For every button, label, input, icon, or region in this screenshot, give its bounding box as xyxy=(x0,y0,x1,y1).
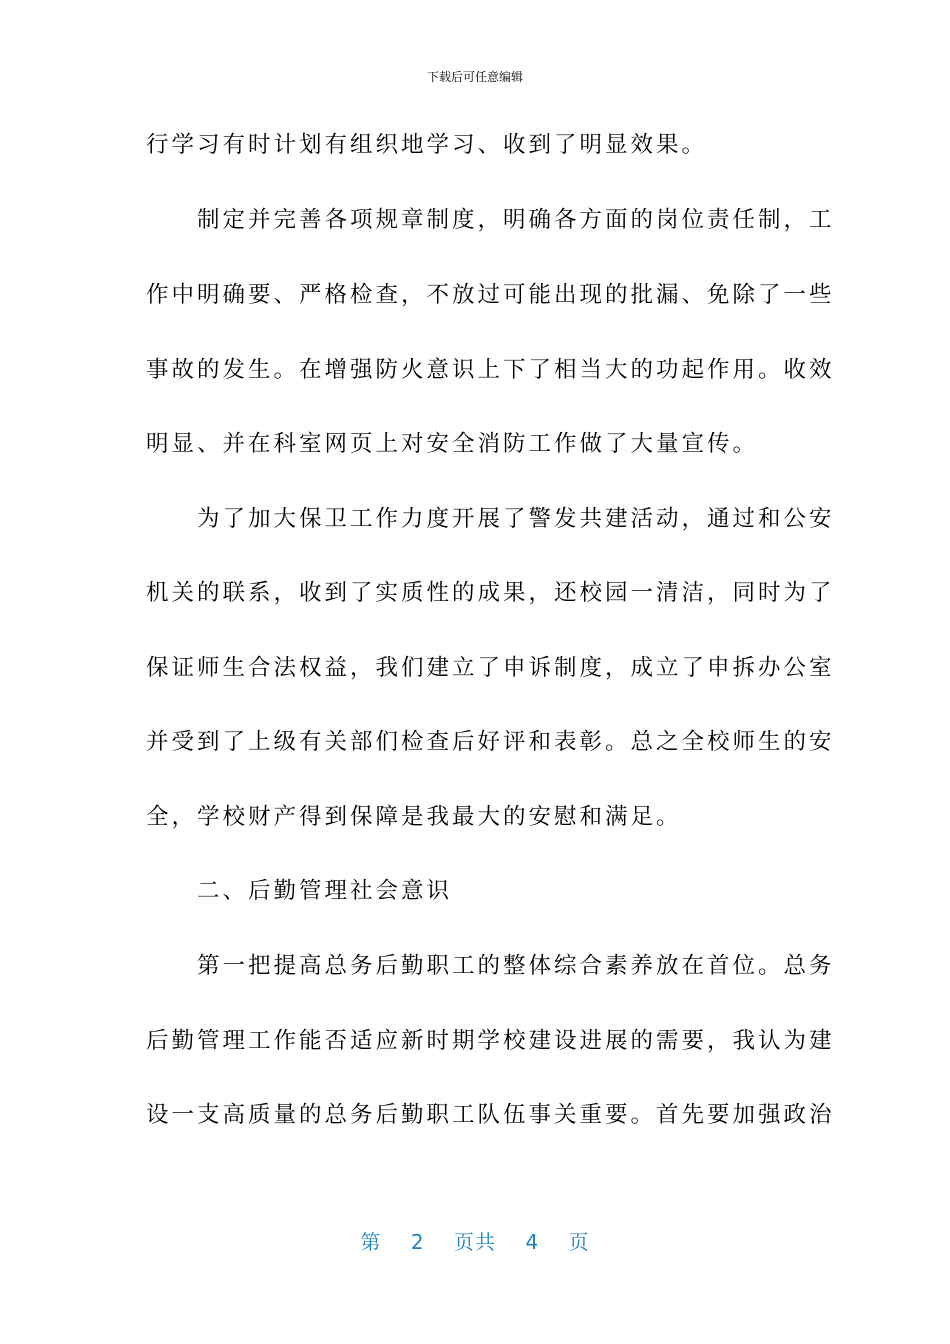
page-footer xyxy=(0,1226,950,1255)
body-line: 保证师生合法权益，我们建立了申诉制度，成立了申拆办公室 xyxy=(146,655,835,681)
page-label-suffix: 页 xyxy=(568,1230,590,1254)
page-label-prefix: 第 xyxy=(360,1230,382,1254)
body-line: 全，学校财产得到保障是我最大的安慰和满足。 xyxy=(146,804,682,830)
body-line: 第一把提高总务后勤职工的整体综合素养放在首位。总务 xyxy=(146,953,835,979)
body-line: 行学习有时计划有组织地学习、收到了明显效果。 xyxy=(146,132,708,158)
body-line: 事故的发生。在增强防火意识上下了相当大的功起作用。收效 xyxy=(146,357,835,383)
page-label-mid: 页共 xyxy=(454,1230,496,1254)
header-note: 下载后可任意编辑 xyxy=(426,70,523,84)
section-heading: 二、后勤管理社会意识 xyxy=(146,878,453,904)
body-line: 后勤管理工作能否适应新时期学校建设进展的需要，我认为建 xyxy=(146,1028,835,1054)
body-line: 设一支高质量的总务后勤职工队伍事关重要。首先要加强政治 xyxy=(146,1102,835,1128)
page-current: 2 xyxy=(410,1230,425,1254)
body-line: 制定并完善各项规章制度，明确各方面的岗位责任制，工 xyxy=(146,207,835,233)
body-line: 机关的联系，收到了实质性的成果，还校园一清洁，同时为了 xyxy=(146,580,835,606)
body-line: 明显、并在科室网页上对安全消防工作做了大量宣传。 xyxy=(146,431,759,457)
page-total: 4 xyxy=(525,1230,540,1254)
body-line: 作中明确要、严格检查，不放过可能出现的批漏、免除了一些 xyxy=(146,282,835,308)
body-line: 为了加大保卫工作力度开展了警发共建活动，通过和公安 xyxy=(146,506,835,532)
body-line: 并受到了上级有关部们检查后好评和表彰。总之全校师生的安 xyxy=(146,729,835,755)
